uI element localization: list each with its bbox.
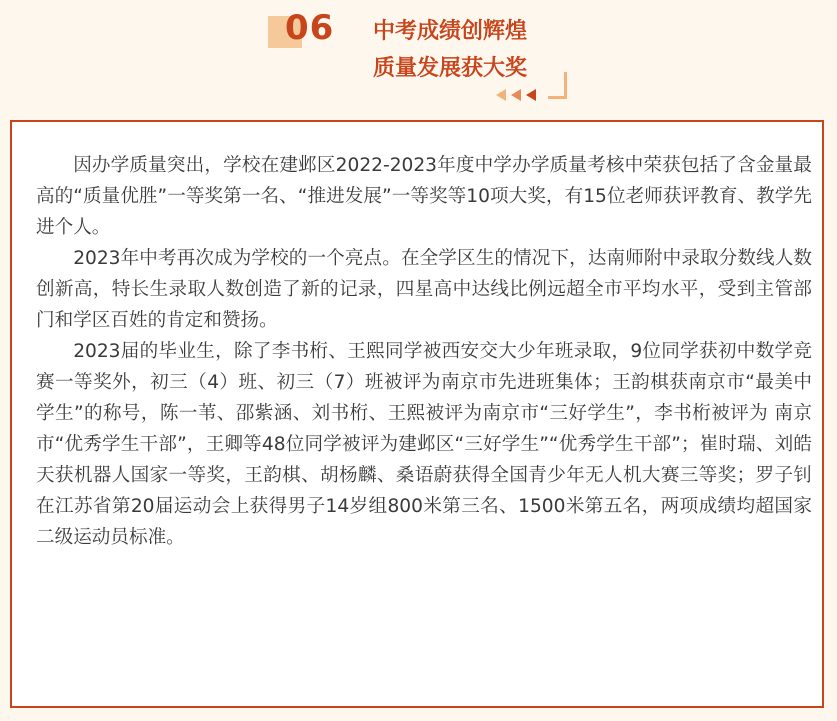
triple-arrow-icon [496,88,544,102]
arrow-left-1 [496,89,506,101]
arrow-left-3 [526,89,536,101]
paragraph-3: 2023届的毕业生，除了李书桁、王熙同学被西安交大少年班录取，9位同学获初中数学竞赛一等奖外，初三（4）班、初三（7）班被评为南京市先进班集体；王韵棋获南京市“最美中学生”的称号，陈一苇、邵紫涵、刘书桁、王熙被评为南京市“三好学生”，李书桁被评为 南京市“优秀学生干部”，王卿等48位同学被评为建邺区“三好学生”“优秀学生干部”；崔时瑞、刘皓天获机器人国家一等奖，王韵棋、胡杨麟、桑语蔚获得全国青少年无人机大赛三等奖；罗子钊在江苏省第20届运动会上获得男子14岁组800米第三名、1500米第五名，两项成绩均超国家二级运动员标准。 [36,341,812,548]
content-panel [10,120,824,708]
article-body [36,150,812,553]
paragraph-2: 2023年中考再次成为学校的一个亮点。在全学区生的情况下，达南师附中录取分数线人数创新高，特长生录取人数创造了新的记录，四星高中达线比例远超全市平均水平，受到主管部门和学区百姓的肯定和赞扬。 [36,248,812,331]
decorative-corner [548,72,567,99]
section-header [0,0,837,110]
section-number: 06 [285,8,335,48]
section-title-line-2: 质量发展获大奖 [373,56,528,81]
section-title-line-1: 中考成绩创辉煌 [373,19,528,44]
arrow-left-2 [511,89,521,101]
paragraph-1: 因办学质量突出，学校在建邺区2022-2023年度中学办学质量考核中荣获包括了含金量最高的“质量优胜”一等奖第一名、“推进发展”一等奖等10项大奖，有15位老师获评教育、教学先进个人。 [36,155,812,238]
